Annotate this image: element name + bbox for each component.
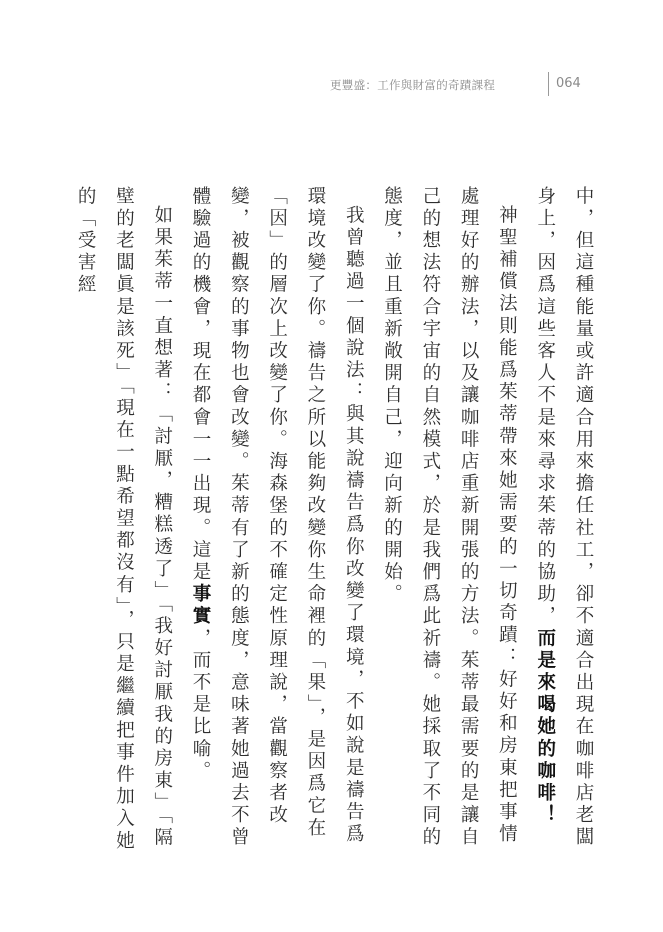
body-text	[75, 186, 602, 866]
paragraph-3	[181, 186, 372, 866]
header-divider	[548, 72, 549, 96]
paragraph-2: 神聖補償法則能爲茱蒂帶來她需要的一切奇蹟：好好和房東把事情處理好的辦法，以及讓咖啡店重新開張的方法。茱蒂最需要的是讓自己的想法符合宇宙的自然模式，於是我們爲此祈禱。她採取了不同的態度，並且重新敞開自己，迎向新的開始。	[381, 186, 518, 849]
paragraph-1	[525, 186, 602, 866]
emphasis-fact: 事實	[190, 583, 212, 629]
running-head	[330, 72, 600, 98]
book-title: 更豐盛：工作與財富的奇蹟課程	[330, 78, 496, 92]
paragraph-1-text: 中，但這種能量或許適合用來擔任社工，卻不適合出現在咖啡店老闆身上，因爲這些客人不是來尋求茱蒂的協助，	[534, 186, 594, 849]
paragraph-4: 如果茱蒂一直想著：「討厭，糟糕透了」「我好討厭我的房東」「隔壁的老闆眞是該死」「現在一點希望都沒有」，只是繼續把事件加入她的「受害經	[75, 186, 173, 853]
page-number: 064	[556, 76, 581, 91]
paragraph-3-tail: ，而不是比喻。	[190, 628, 212, 783]
paragraph-3-text: 我曾聽過一個說法：與其說禱告爲你改變了環境，不如說是禱告爲環境改變了你。禱告之所以能夠改變你生命裡的「果」，是因爲它在「因」的層次上改變了你。海森堡的不確定性原理說，當觀察者改變，被觀察的事物也會改變。茱蒂有了新的態度，意味著她過去不曾體驗過的機會，現在都會一一出現。這是	[190, 186, 365, 849]
emphasis-text: 而是來喝她的咖啡！	[534, 628, 556, 827]
